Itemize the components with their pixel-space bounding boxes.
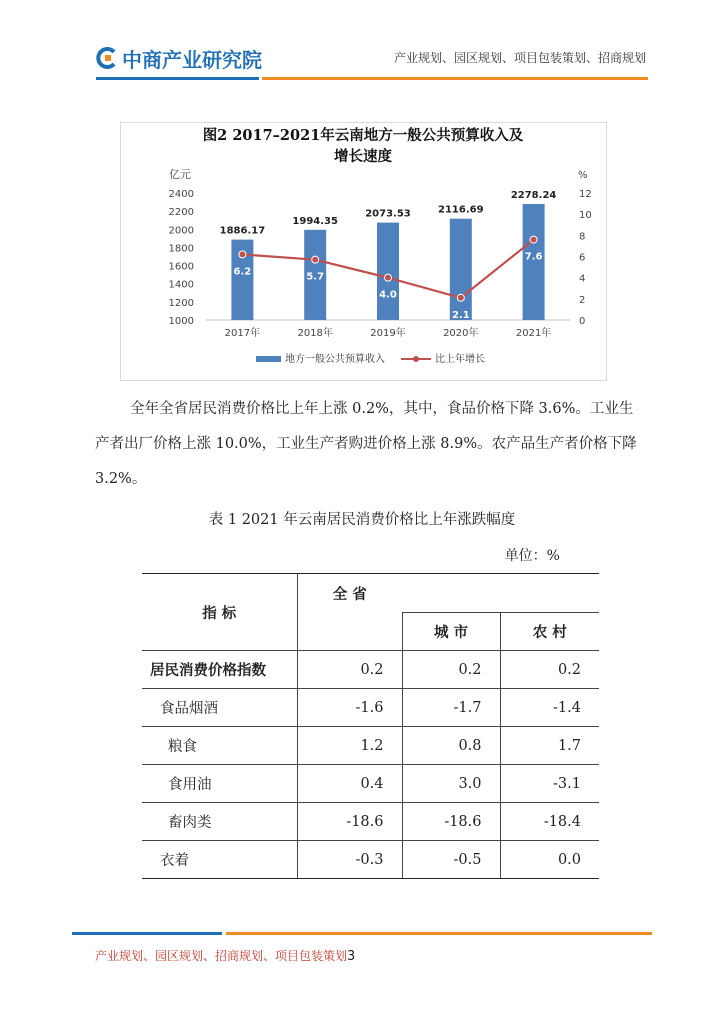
footer-text: 产业规划、园区规划、招商规划、项目包装策划 (95, 949, 348, 963)
cell-city: -18.6 (402, 803, 500, 841)
bar (450, 219, 472, 320)
cell-province: 1.2 (297, 727, 402, 765)
cell-city: 0.2 (402, 651, 500, 689)
chart-title-line2: 增长速度 (334, 148, 392, 165)
growth-data-label: 2.1 (451, 309, 470, 321)
bar-data-label: 2073.53 (365, 208, 411, 220)
header-province: 全 省 (297, 574, 402, 613)
legend-bar-label: 地方一般公共预算收入 (285, 354, 385, 365)
header-province-cont (297, 613, 402, 651)
logo-c-icon (96, 47, 118, 69)
y-right-tick-label: 8 (579, 231, 586, 243)
row-label: 居民消费价格指数 (142, 651, 297, 689)
x-tick-label: 2017年 (224, 328, 261, 339)
y-left-tick-label: 1000 (168, 316, 194, 327)
y-right-tick-label: 2 (579, 294, 586, 306)
company-logo (96, 45, 262, 71)
cell-province: 0.4 (297, 765, 402, 803)
growth-point (530, 236, 537, 243)
footer-divider-blue (72, 932, 222, 935)
x-tick-label: 2021年 (515, 328, 552, 339)
y-left-tick-label: 1200 (168, 297, 194, 309)
footer-divider-orange (226, 932, 652, 935)
row-label: 衣着 (142, 841, 297, 879)
growth-point (457, 294, 464, 301)
y-left-tick-label: 1400 (168, 279, 194, 291)
row-label: 粮食 (142, 727, 297, 765)
page-number: 3 (347, 949, 356, 964)
footer (95, 947, 355, 964)
y-right-tick-label: 12 (579, 189, 592, 200)
body-paragraph: 全年全省居民消费价格比上年上涨 0.2%，其中，食品价格下降 3.6%。工业生产者出厂价格上涨 10.0%，工业生产者购进价格上涨 8.9%。农产品生产者价格下降 3.2%。 (95, 401, 637, 487)
legend-line-marker (413, 356, 419, 362)
cell-city: 3.0 (402, 765, 500, 803)
row-label: 食品烟酒 (142, 689, 297, 727)
bar-data-label: 1994.35 (292, 215, 338, 227)
header-spacer (402, 574, 599, 613)
chart-svg (121, 123, 606, 380)
cell-rural: -1.4 (500, 689, 599, 727)
cell-province: 0.2 (297, 651, 402, 689)
growth-point (239, 251, 246, 258)
x-tick-label: 2019年 (370, 328, 406, 339)
header-city: 城 市 (402, 613, 500, 651)
header-indicator: 指 标 (142, 574, 297, 651)
cell-city: 0.8 (402, 727, 500, 765)
y-left-tick-label: 2400 (168, 189, 194, 200)
cell-rural: -18.4 (500, 803, 599, 841)
table-row (142, 841, 599, 879)
bar-data-label: 2278.24 (510, 190, 557, 202)
growth-point (312, 256, 319, 263)
table-row (142, 689, 599, 727)
cell-province: -18.6 (297, 803, 402, 841)
bar-data-label: 2116.69 (438, 204, 484, 216)
cell-rural: 0.0 (500, 841, 599, 879)
header-tagline: 产业规划、园区规划、项目包装策划、招商规划 (393, 51, 646, 65)
table-row (142, 765, 599, 803)
y-left-tick-label: 2200 (168, 207, 194, 219)
growth-data-label: 7.6 (524, 251, 543, 263)
table-row (142, 727, 599, 765)
cell-rural: 0.2 (500, 651, 599, 689)
cell-province: -1.6 (297, 689, 402, 727)
y-right-tick-label: 4 (579, 273, 586, 285)
growth-data-label: 6.2 (233, 266, 252, 278)
growth-point (385, 274, 392, 281)
table-title: 表 1 2021 年云南居民消费价格比上年涨跌幅度 (208, 512, 516, 528)
row-label: 畜肉类 (142, 803, 297, 841)
row-label: 食用油 (142, 765, 297, 803)
cell-province: -0.3 (297, 841, 402, 879)
y-left-tick-label: 1800 (168, 243, 194, 255)
revenue-chart (120, 122, 607, 381)
logo-text: 中商产业研究院 (122, 47, 262, 72)
header-divider-orange (262, 77, 648, 80)
price-table (142, 573, 599, 879)
legend-line-label: 比上年增长 (435, 354, 485, 365)
y-right-tick-label: 10 (579, 210, 592, 222)
y-left-unit: 亿元 (169, 168, 191, 181)
growth-data-label: 4.0 (379, 289, 397, 301)
cell-rural: -3.1 (500, 765, 599, 803)
table-unit: 单位：% (504, 548, 560, 564)
header-rural: 农 村 (500, 613, 599, 651)
cell-city: -0.5 (402, 841, 500, 879)
table-row (142, 651, 599, 689)
y-right-tick-label: 6 (579, 252, 586, 264)
cell-rural: 1.7 (500, 727, 599, 765)
x-tick-label: 2018年 (297, 328, 333, 339)
x-tick-label: 2020年 (443, 328, 479, 339)
y-left-tick-label: 1600 (168, 261, 194, 273)
bar (377, 223, 399, 320)
growth-data-label: 5.7 (306, 271, 325, 283)
y-left-tick-label: 2000 (168, 225, 194, 237)
chart-title: 图2 2017–2021年云南地方一般公共预算收入及 (202, 127, 524, 144)
bar-data-label: 1886.17 (219, 225, 266, 237)
cell-city: -1.7 (402, 689, 500, 727)
y-right-unit: % (578, 170, 588, 181)
legend-bar-swatch (256, 356, 281, 362)
y-right-tick-label: 0 (579, 316, 586, 327)
table-row (142, 803, 599, 841)
header-divider-blue (96, 77, 259, 80)
